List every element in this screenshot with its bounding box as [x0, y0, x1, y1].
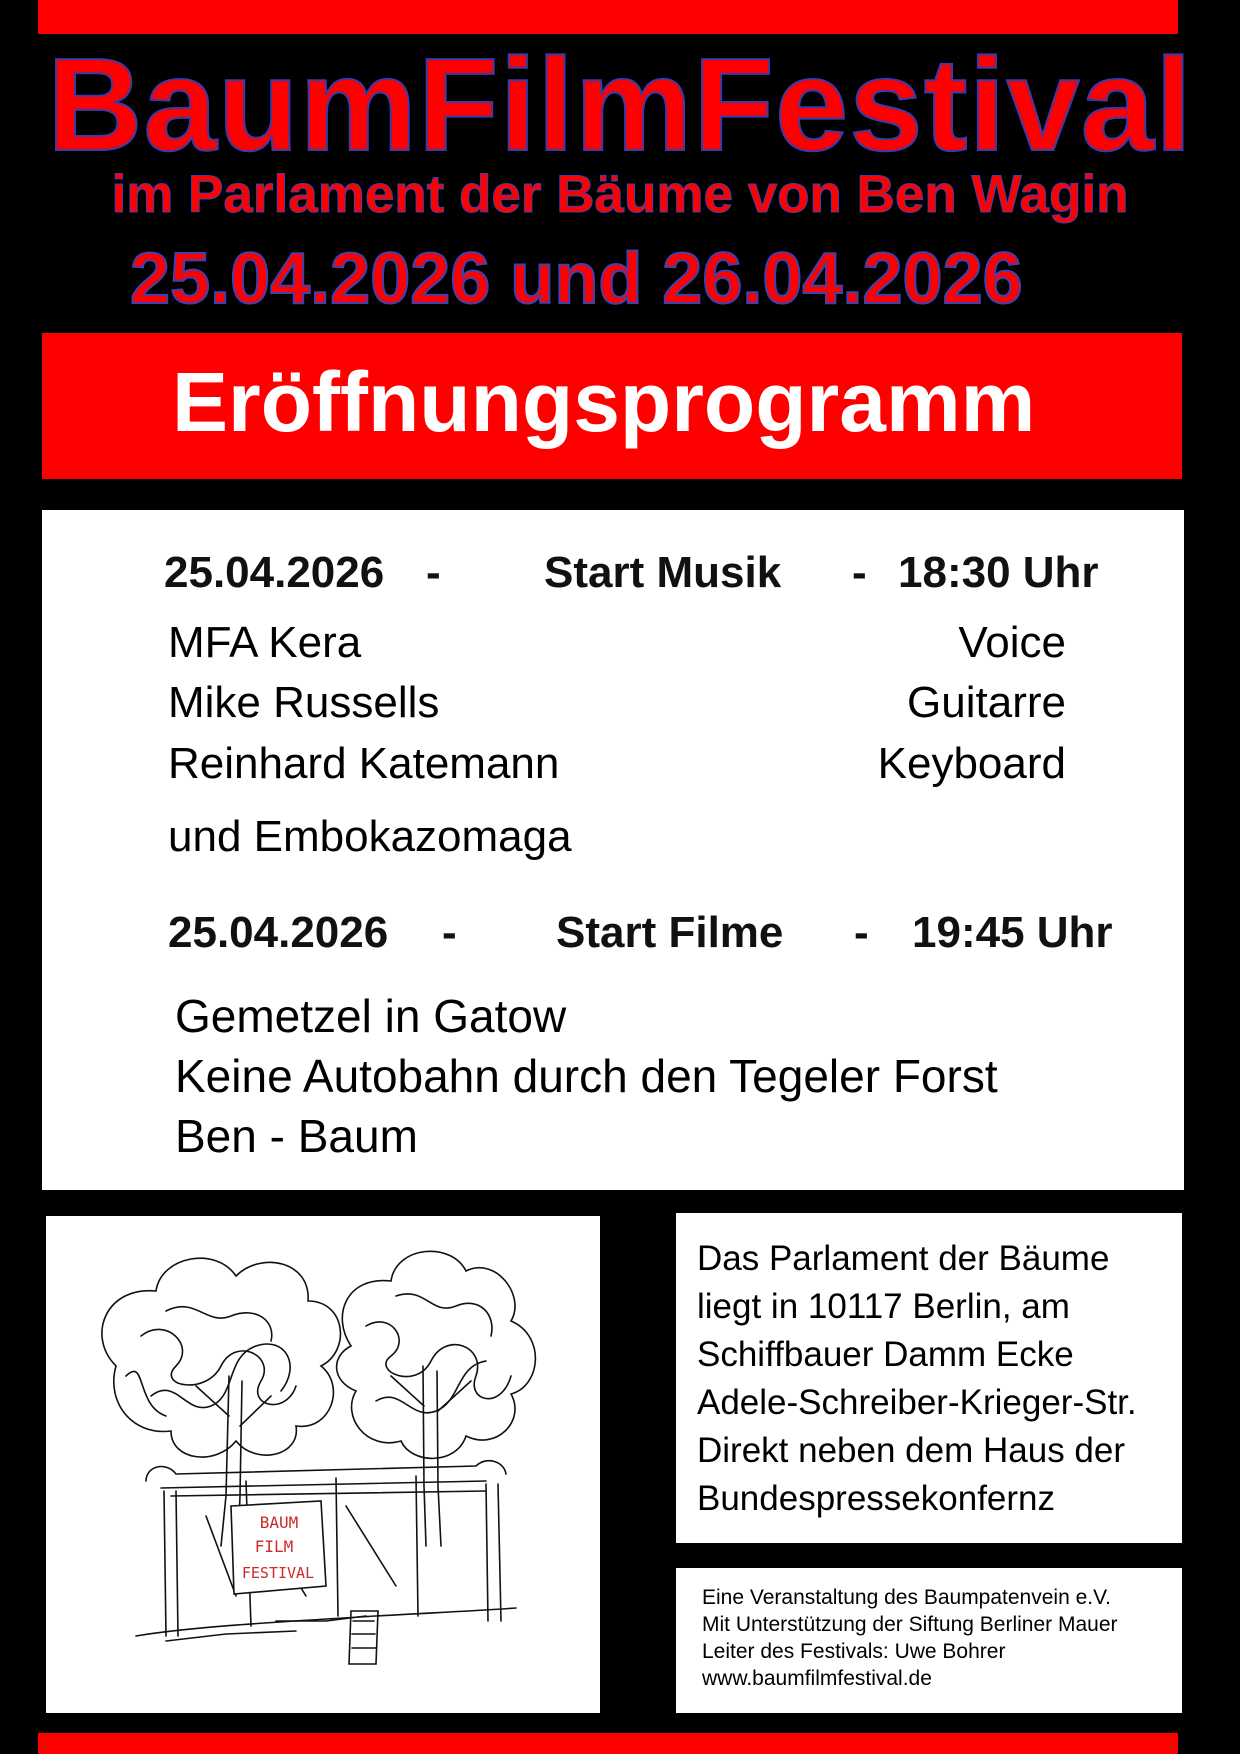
address-line: Direkt neben dem Haus der: [697, 1431, 1125, 1470]
musician-role: Voice: [958, 618, 1066, 667]
address-line: Bundespressekonfernz: [697, 1479, 1055, 1518]
sign-text: FILM: [254, 1537, 294, 1556]
films-separator-2: -: [854, 908, 869, 957]
address-line: liegt in 10117 Berlin, am: [697, 1287, 1070, 1326]
films-label: Start Filme: [556, 908, 784, 957]
sign-text: FESTIVAL: [241, 1564, 315, 1582]
band-name: und Embokazomaga: [168, 812, 572, 861]
opening-title: Eröffnungsprogramm: [172, 355, 1036, 449]
website-link[interactable]: www.baumfilmfestival.de: [702, 1667, 932, 1690]
music-separator-1: -: [426, 548, 441, 597]
organizer-panel: [676, 1568, 1182, 1713]
music-schedule-line: [164, 548, 1164, 598]
address-panel: [676, 1213, 1182, 1543]
films-schedule-line: [168, 908, 1168, 958]
sign-text: BAUM: [259, 1513, 299, 1532]
tree-sketch-illustration: [46, 1216, 600, 1713]
films-separator-1: -: [442, 908, 457, 957]
festival-title: BaumFilmFestival: [47, 31, 1193, 178]
bottom-red-bar: [38, 1733, 1178, 1754]
opening-banner: [42, 333, 1182, 479]
musician-name: Mike Russells: [168, 678, 440, 727]
films-time: 19:45 Uhr: [912, 908, 1113, 957]
musician-role: Guitarre: [907, 678, 1066, 727]
program-panel: [42, 510, 1184, 1190]
organizer-line: Mit Unterstützung der Siftung Berliner Mauer: [702, 1613, 1118, 1636]
festival-dates: 25.04.2026 und 26.04.2026: [130, 239, 1023, 319]
music-separator-2: -: [852, 548, 867, 597]
music-time: 18:30 Uhr: [898, 548, 1099, 597]
musician-role: Keyboard: [877, 739, 1066, 788]
address-line: Schiffbauer Damm Ecke: [697, 1335, 1074, 1374]
music-label: Start Musik: [544, 548, 782, 597]
film-title: Keine Autobahn durch den Tegeler Forst: [175, 1050, 998, 1102]
films-date: 25.04.2026: [168, 908, 389, 957]
festival-sketch: [46, 1216, 600, 1713]
musician-name: MFA Kera: [168, 618, 362, 667]
film-title: Ben - Baum: [175, 1110, 418, 1162]
music-date: 25.04.2026: [164, 548, 385, 597]
musician-name: Reinhard Katemann: [168, 739, 560, 788]
organizer-line: Leiter des Festivals: Uwe Bohrer: [702, 1640, 1006, 1663]
address-line: Das Parlament der Bäume: [697, 1239, 1110, 1278]
organizer-line: Eine Veranstaltung des Baumpatenvein e.V.: [702, 1586, 1112, 1609]
address-line: Adele-Schreiber-Krieger-Str.: [697, 1383, 1137, 1422]
film-title: Gemetzel in Gatow: [175, 990, 567, 1042]
festival-subtitle: im Parlament der Bäume von Ben Wagin: [111, 165, 1129, 224]
top-red-bar: [38, 0, 1178, 34]
